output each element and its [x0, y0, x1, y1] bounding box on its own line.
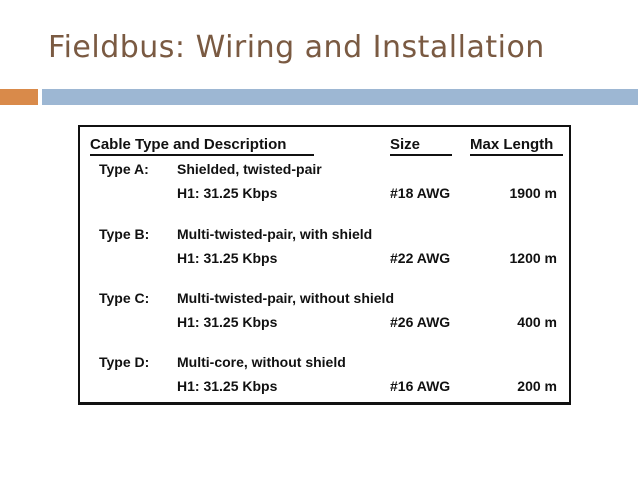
cable-max-length: 1900 m [509, 185, 557, 201]
cable-speed: H1: 31.25 Kbps [177, 378, 278, 394]
cable-size: #18 AWG [390, 185, 451, 201]
cable-type-label: Type C: [99, 290, 150, 306]
cable-type-label: Type A: [99, 161, 149, 177]
cable-max-length: 200 m [517, 378, 557, 394]
cable-type-description: Multi-twisted-pair, with shield [177, 226, 373, 242]
cable-speed: H1: 31.25 Kbps [177, 185, 278, 201]
cable-max-length: 1200 m [509, 250, 557, 266]
cable-types-table [78, 125, 571, 405]
page-title: Fieldbus: Wiring and Installation [48, 30, 545, 65]
table-row [80, 290, 569, 338]
header-description: Cable Type and Description [90, 136, 287, 153]
cable-type-description: Shielded, twisted-pair [177, 161, 322, 177]
cable-type-label: Type D: [99, 354, 150, 370]
cable-size: #22 AWG [390, 250, 451, 266]
table-row [80, 161, 569, 209]
title-accent-bar-blue [42, 89, 638, 105]
header-size: Size [390, 136, 421, 153]
cable-type-label: Type B: [99, 226, 150, 242]
table-row [80, 354, 569, 402]
cable-speed: H1: 31.25 Kbps [177, 250, 278, 266]
header-underline-max-length [470, 154, 563, 156]
cable-type-description: Multi-core, without shield [177, 354, 346, 370]
cable-type-description: Multi-twisted-pair, without shield [177, 290, 394, 306]
header-max-length: Max Length [470, 136, 554, 153]
cable-size: #26 AWG [390, 314, 451, 330]
header-underline-size [390, 154, 452, 156]
cable-speed: H1: 31.25 Kbps [177, 314, 278, 330]
title-accent-bar-orange [0, 89, 38, 105]
table-row [80, 226, 569, 274]
header-underline-description [90, 154, 314, 156]
cable-max-length: 400 m [517, 314, 557, 330]
cable-size: #16 AWG [390, 378, 451, 394]
